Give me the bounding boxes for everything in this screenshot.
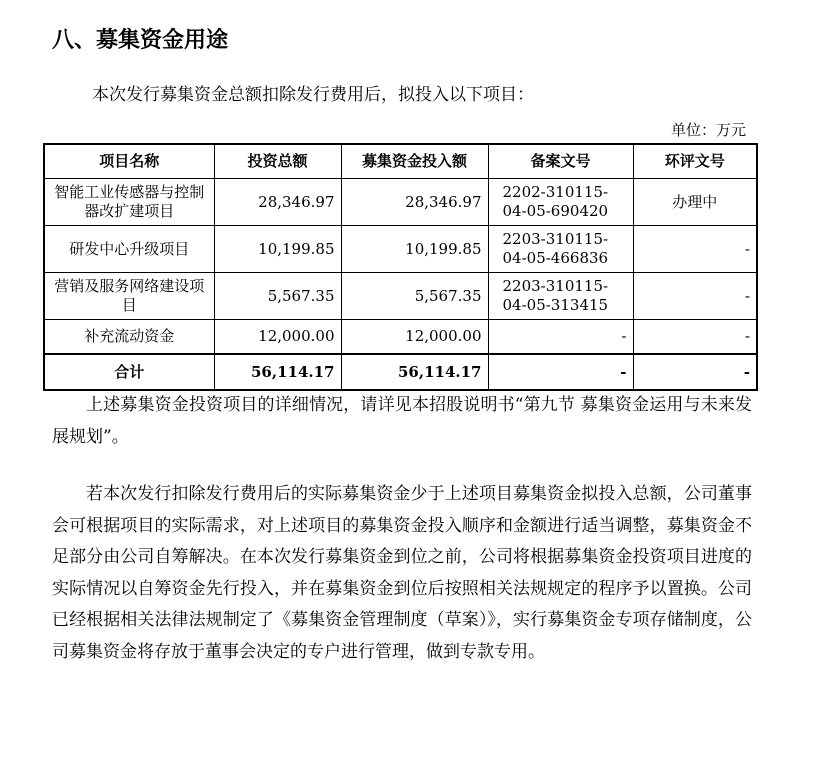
header-project-name: 项目名称 [44,144,214,179]
table-total-row [44,354,757,390]
cell-record-number: 2202-310115-04-05-690420 [488,179,633,226]
cell-total-investment: 5,567.35 [214,273,341,320]
cell-env-number-total: - [633,354,757,390]
table-row [44,273,757,320]
cell-project-name: 补充流动资金 [44,320,214,355]
fund-usage-table [43,143,758,391]
header-record-number: 备案文号 [488,144,633,179]
header-env-number: 环评文号 [633,144,757,179]
unit-label: 单位：万元 [670,121,746,139]
cell-total-investment: 28,346.97 [214,179,341,226]
cell-env-number: - [633,273,757,320]
cell-total-investment-sum: 56,114.17 [214,354,341,390]
table-row [44,320,757,355]
cell-raised-funds-sum: 56,114.17 [341,354,488,390]
section-heading: 八、募集资金用途 [52,28,229,53]
cell-project-name: 营销及服务网络建设项目 [44,273,214,320]
paragraph-fund-shortfall: 若本次发行扣除发行费用后的实际募集资金少于上述项目募集资金拟投入总额，公司董事会可根据项目的实际需求，对上述项目的募集资金投入顺序和金额进行适当调整，募集资金不足部分由公司自筹解决。在本次发行募集资金到位之前，公司将根据募集资金投资项目进度的实际情况以自筹资金先行投入，并在募集资金到位后按照相关法规规定的程序予以置换。公司已经根据相关法律法规制定了《募集资金管理制度（草案）》，实行募集资金专项存储制度，公司募集资金将存放于董事会决定的专户进行管理，做到专款专用。 [52,484,752,662]
cell-env-number: - [633,320,757,355]
cell-env-number: 办理中 [633,179,757,226]
cell-project-name: 智能工业传感器与控制器改扩建项目 [44,179,214,226]
cell-project-name: 研发中心升级项目 [44,226,214,273]
cell-total-label: 合计 [44,354,214,390]
cell-record-number: 2203-310115-04-05-313415 [488,273,633,320]
cell-raised-funds: 5,567.35 [341,273,488,320]
cell-record-number-total: - [488,354,633,390]
cell-record-number: 2203-310115-04-05-466836 [488,226,633,273]
table-row [44,179,757,226]
header-raised-funds: 募集资金投入额 [341,144,488,179]
table-row [44,226,757,273]
cell-env-number: - [633,226,757,273]
cell-total-investment: 12,000.00 [214,320,341,355]
cell-record-number: - [488,320,633,355]
intro-text: 本次发行募集资金总额扣除发行费用后，拟投入以下项目： [92,85,534,105]
paragraph-reference: 上述募集资金投资项目的详细情况，请详见本招股说明书“第九节 募集资金运用与未来发展规划”。 [52,395,752,447]
cell-raised-funds: 28,346.97 [341,179,488,226]
cell-total-investment: 10,199.85 [214,226,341,273]
cell-raised-funds: 10,199.85 [341,226,488,273]
header-total-investment: 投资总额 [214,144,341,179]
cell-raised-funds: 12,000.00 [341,320,488,355]
table-header-row [44,144,757,179]
